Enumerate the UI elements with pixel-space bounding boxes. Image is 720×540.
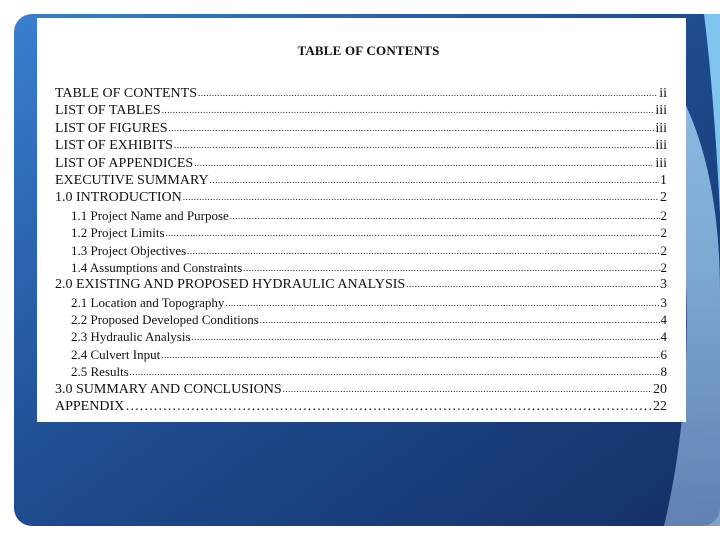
toc-entry-label: 1.4 Assumptions and Constraints	[71, 259, 243, 275]
toc-entry	[55, 363, 667, 380]
toc-entry-page: ii	[659, 86, 667, 101]
toc-entry-page: 8	[660, 364, 667, 380]
toc-entry	[55, 120, 667, 137]
toc-dot-leader	[161, 347, 659, 363]
toc-entry-page: iii	[655, 103, 667, 119]
toc-dot-leader	[210, 172, 659, 189]
toc-entry-label: 1.3 Project Objectives	[71, 242, 187, 258]
toc-dot-leader	[166, 225, 660, 241]
document-page	[37, 18, 686, 422]
toc-entry	[55, 259, 667, 276]
toc-entry-label: 1.2 Project Limits	[71, 225, 165, 241]
toc-entry-label: 2.0 EXISTING AND PROPOSED HYDRAULIC ANALYSIS	[55, 277, 406, 293]
toc-entry	[55, 328, 667, 345]
toc-entry	[55, 294, 667, 311]
toc-dot-leader	[130, 364, 660, 380]
toc-dot-leader	[169, 120, 655, 137]
toc-entry-page: 4	[660, 329, 667, 345]
toc-entry	[55, 311, 667, 328]
toc-entry-label: 2.1 Location and Topography	[71, 294, 225, 310]
toc-dot-leader	[162, 102, 655, 119]
toc-entry-page: 2	[660, 207, 667, 223]
toc-entry-page: 4	[660, 312, 667, 328]
toc-entry-label: 2.3 Hydraulic Analysis	[71, 329, 191, 345]
toc-entry-page: 2	[660, 259, 667, 275]
toc-dot-leader	[125, 398, 652, 415]
toc-entry-label: EXECUTIVE SUMMARY	[55, 172, 209, 188]
toc-entry	[55, 189, 667, 206]
toc-entry	[55, 207, 667, 224]
toc-dot-leader	[230, 208, 660, 224]
toc-entry-label: 2.2 Proposed Developed Conditions	[71, 312, 259, 328]
toc-entry-label: 1.1 Project Name and Purpose	[71, 207, 229, 223]
toc-dot-leader	[243, 260, 659, 276]
toc-entry-label: LIST OF TABLES	[55, 103, 161, 119]
toc-entry	[55, 242, 667, 259]
toc-entry-label: LIST OF APPENDICES	[55, 155, 194, 171]
toc-entry-page: iii	[655, 138, 667, 154]
toc-entry-label: 2.5 Results	[71, 364, 129, 380]
toc-entry	[55, 276, 667, 293]
toc-dot-leader	[174, 137, 654, 154]
toc-dot-leader	[187, 243, 659, 259]
toc-list	[55, 85, 667, 415]
toc-dot-leader	[260, 312, 660, 328]
document-title: TABLE OF CONTENTS	[297, 43, 440, 58]
toc-entry	[55, 224, 667, 241]
toc-entry-label: 3.0 SUMMARY AND CONCLUSIONS	[55, 381, 282, 397]
toc-entry-page: 2	[660, 225, 667, 241]
toc-entry-page: iii	[655, 120, 667, 136]
toc-dot-leader	[198, 85, 658, 102]
toc-entry-label: LIST OF EXHIBITS	[55, 138, 173, 154]
toc-entry-page: 6	[660, 346, 667, 362]
toc-entry-label: LIST OF FIGURES	[55, 120, 168, 136]
toc-entry-page: iii	[655, 155, 667, 171]
toc-entry	[55, 381, 667, 398]
toc-entry-page: 2	[660, 190, 667, 206]
toc-entry-page: 1	[660, 172, 667, 188]
toc-entry-page: 3	[660, 277, 667, 293]
toc-entry	[55, 102, 667, 119]
toc-dot-leader	[225, 295, 659, 311]
toc-entry-label: APPENDIX	[55, 399, 125, 415]
toc-entry-page: 20	[653, 381, 667, 397]
toc-entry-page: 3	[660, 294, 667, 310]
toc-entry	[55, 85, 667, 102]
toc-dot-leader	[192, 329, 660, 345]
toc-dot-leader	[194, 155, 654, 172]
toc-entry	[55, 346, 667, 363]
toc-dot-leader	[183, 189, 659, 206]
toc-entry-label: 1.0 INTRODUCTION	[55, 190, 182, 206]
toc-entry-label: TABLE OF CONTENTS	[55, 86, 197, 101]
toc-entry	[55, 398, 667, 415]
toc-entry	[55, 172, 667, 189]
toc-entry-page: 22	[653, 399, 667, 415]
toc-entry-page: 2	[660, 242, 667, 258]
toc-entry-label: 2.4 Culvert Input	[71, 346, 161, 362]
toc-entry	[55, 155, 667, 172]
toc-entry	[55, 137, 667, 154]
toc-dot-leader	[283, 381, 652, 398]
toc-dot-leader	[406, 276, 659, 293]
